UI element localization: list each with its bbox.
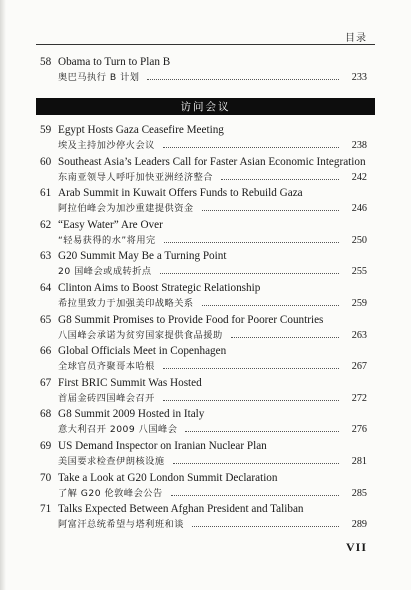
toc-entry[interactable]: [40, 471, 367, 503]
entry-number: 65: [40, 313, 52, 326]
leader-dots: [231, 329, 339, 338]
page-edge-shadow: [0, 0, 6, 590]
leader-dots: [163, 139, 339, 148]
entry-title-en: Obama to Turn to Plan B: [58, 56, 171, 68]
toc-list: [40, 123, 367, 534]
entry-title-en: Southeast Asia’s Leaders Call for Faster Asian Economic Integration: [58, 155, 366, 168]
entry-page: 267: [351, 361, 367, 373]
entry-page: 246: [351, 203, 367, 215]
leader-dots: [163, 392, 339, 401]
entry-title-en: Global Officials Meet in Copenhagen: [58, 345, 227, 358]
entry-number: 58: [40, 56, 52, 68]
entry-number: 60: [40, 155, 52, 168]
entry-page: 242: [351, 171, 367, 183]
entry-title-en: G20 Summit May Be a Turning Point: [58, 250, 227, 263]
entry-title-zh: 20 国峰会或成转折点: [58, 266, 152, 278]
entry-number: 66: [40, 345, 52, 358]
entry-title-en: US Demand Inspector on Iranian Nuclear Plan: [58, 439, 267, 452]
entry-number: 61: [40, 187, 52, 200]
entry-page: 233: [351, 72, 367, 83]
entry-title-en: G8 Summit 2009 Hosted in Italy: [58, 408, 205, 421]
leader-dots: [171, 487, 339, 496]
toc-entry[interactable]: [40, 439, 367, 471]
entry-page: 285: [351, 487, 367, 499]
entry-title-en: Egypt Hosts Gaza Ceasefire Meeting: [58, 124, 224, 136]
entry-number: 68: [40, 408, 52, 421]
entry-title-zh: 了解 G20 伦敦峰会公告: [58, 487, 163, 499]
page-number: VII: [345, 540, 367, 554]
entry-title-en: Take a Look at G20 London Summit Declaration: [58, 471, 278, 484]
toc-entry[interactable]: [40, 313, 367, 345]
header-rule: [36, 44, 375, 45]
running-header: 目录: [345, 33, 367, 44]
toc-entry[interactable]: [40, 55, 367, 87]
leader-dots: [192, 518, 339, 527]
entry-title-en: G8 Summit Promises to Provide Food for Poorer Countries: [58, 313, 324, 326]
entry-title-zh: 意大利召开 2009 八国峰会: [58, 424, 178, 436]
entry-number: 67: [40, 376, 52, 389]
entry-title-zh: 埃及主持加沙停火会议: [58, 140, 155, 151]
leader-dots: [173, 455, 339, 464]
entry-title-zh: 希拉里致力于加强美印战略关系: [58, 297, 194, 309]
entry-title-zh: 奥巴马执行 B 计划: [58, 72, 140, 83]
toc-entry[interactable]: [40, 281, 367, 313]
toc-entry[interactable]: [40, 123, 367, 155]
toc-entry[interactable]: [40, 155, 367, 187]
entry-page: 289: [351, 519, 367, 531]
leader-dots: [202, 202, 339, 211]
entry-number: 59: [40, 124, 52, 136]
entry-page: 281: [351, 455, 367, 467]
toc-entry[interactable]: [40, 502, 367, 534]
toc-entry[interactable]: [40, 218, 367, 250]
entry-title-zh: 东南亚领导人呼吁加快亚洲经济整合: [58, 171, 213, 183]
entry-title-en: First BRIC Summit Was Hosted: [58, 376, 202, 389]
entry-page: 238: [351, 140, 367, 151]
toc-entry[interactable]: [40, 186, 367, 218]
entry-number: 64: [40, 281, 52, 294]
leader-dots: [221, 171, 339, 180]
leader-dots: [202, 297, 339, 306]
toc-entry[interactable]: [40, 376, 367, 408]
entry-title-zh: 全球官员齐聚哥本哈根: [58, 361, 155, 373]
entry-number: 63: [40, 250, 52, 263]
entry-title-en: “Easy Water” Are Over: [58, 218, 163, 231]
entry-title-zh: 阿富汗总统希望与塔利班和谈: [58, 519, 184, 531]
toc-top-entry: [40, 55, 367, 87]
entry-number: 70: [40, 471, 52, 484]
section-title: 访问会议: [180, 101, 231, 113]
entry-page: 272: [351, 392, 367, 404]
entry-title-en: Talks Expected Between Afghan President and Taliban: [58, 503, 304, 516]
entry-page: 255: [351, 266, 367, 278]
toc-entry[interactable]: [40, 344, 367, 376]
leader-dots: [147, 71, 339, 80]
entry-number: 71: [40, 503, 52, 516]
leader-dots: [163, 360, 339, 369]
entry-page: 276: [351, 424, 367, 436]
entry-title-en: Clinton Aims to Boost Strategic Relationship: [58, 281, 261, 294]
section-header-bar: [36, 98, 375, 115]
entry-page: 250: [351, 234, 367, 246]
leader-dots: [160, 265, 339, 274]
entry-title-zh: 美国要求检查伊朗核设施: [58, 455, 165, 467]
toc-entry[interactable]: [40, 407, 367, 439]
entry-title-zh: 八国峰会承诺为贫穷国家提供食品援助: [58, 329, 223, 341]
entry-number: 62: [40, 218, 52, 231]
entry-number: 69: [40, 439, 52, 452]
toc-entry[interactable]: [40, 249, 367, 281]
leader-dots: [164, 234, 339, 243]
entry-title-zh: 首届金砖四国峰会召开: [58, 392, 155, 404]
entry-title-zh: “轻易获得的水”将用完: [58, 234, 156, 246]
entry-title-zh: 阿拉伯峰会为加沙重建提供资金: [58, 203, 194, 215]
entry-title-en: Arab Summit in Kuwait Offers Funds to Rebuild Gaza: [58, 187, 303, 200]
leader-dots: [185, 423, 339, 432]
entry-page: 259: [351, 297, 367, 309]
entry-page: 263: [351, 329, 367, 341]
